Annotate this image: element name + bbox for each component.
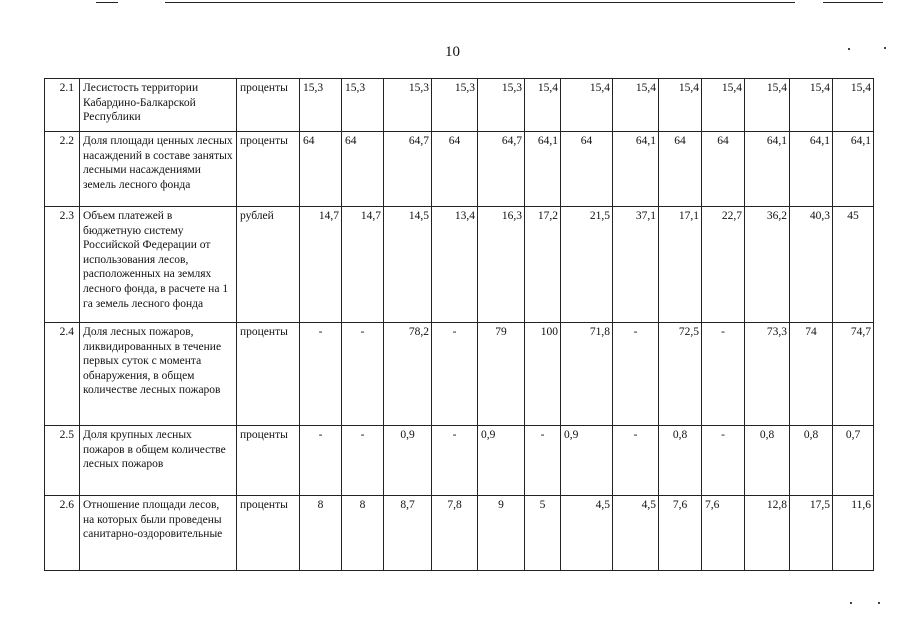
indicator-name: Отношение площади лесов, на которых были проведены санитарно-оздоровительные bbox=[80, 496, 237, 571]
value-cell: 64,1 bbox=[525, 132, 561, 207]
indicator-name: Доля лесных пожаров, ликвидированных в течение первых суток с момента обнаружения, в общем количестве лесных пожаров bbox=[80, 323, 237, 426]
value-cell: 74 bbox=[790, 323, 833, 426]
value-cell: 8,7 bbox=[384, 496, 432, 571]
value-cell: 0,8 bbox=[745, 426, 790, 496]
unit-of-measure: проценты bbox=[237, 323, 300, 426]
indicator-name: Доля крупных лесных пожаров в общем количестве лесных пожаров bbox=[80, 426, 237, 496]
value-cell: 64,7 bbox=[478, 132, 525, 207]
value-cell: - bbox=[613, 426, 659, 496]
value-cell: - bbox=[300, 323, 342, 426]
value-cell: 15,4 bbox=[525, 79, 561, 132]
value-cell: 15,3 bbox=[300, 79, 342, 132]
scan-speck bbox=[850, 602, 852, 604]
value-cell: 15,4 bbox=[613, 79, 659, 132]
value-cell: 7,6 bbox=[702, 496, 745, 571]
unit-of-measure: проценты bbox=[237, 496, 300, 571]
value-cell: 0,9 bbox=[384, 426, 432, 496]
scan-speck bbox=[878, 602, 880, 604]
value-cell: 64,7 bbox=[384, 132, 432, 207]
value-cell: - bbox=[702, 426, 745, 496]
indicator-name: Лесистость территории Кабардино-Балкарской Республики bbox=[80, 79, 237, 132]
value-cell: 14,7 bbox=[342, 207, 384, 323]
table-row bbox=[45, 207, 874, 323]
value-cell: 15,4 bbox=[659, 79, 702, 132]
page-number: 10 bbox=[445, 44, 460, 60]
value-cell: 15,3 bbox=[478, 79, 525, 132]
indicator-name: Объем платежей в бюджетную систему Российской Федерации от использования лесов, расположенных на землях лесного фонда, в расчете на 1 га земель лесного фонда bbox=[80, 207, 237, 323]
row-number: 2.4 bbox=[45, 323, 80, 426]
value-cell: 0,9 bbox=[561, 426, 613, 496]
value-cell: 7,8 bbox=[432, 496, 478, 571]
value-cell: 72,5 bbox=[659, 323, 702, 426]
value-cell: 45 bbox=[833, 207, 874, 323]
value-cell: - bbox=[300, 426, 342, 496]
value-cell: - bbox=[525, 426, 561, 496]
value-cell: 64 bbox=[342, 132, 384, 207]
value-cell: - bbox=[613, 323, 659, 426]
value-cell: 64 bbox=[702, 132, 745, 207]
value-cell: 64 bbox=[561, 132, 613, 207]
value-cell: 21,5 bbox=[561, 207, 613, 323]
value-cell: 0,9 bbox=[478, 426, 525, 496]
value-cell: 17,5 bbox=[790, 496, 833, 571]
value-cell: 14,7 bbox=[300, 207, 342, 323]
value-cell: 64 bbox=[432, 132, 478, 207]
value-cell: 17,1 bbox=[659, 207, 702, 323]
value-cell: 12,8 bbox=[745, 496, 790, 571]
value-cell: 40,3 bbox=[790, 207, 833, 323]
value-cell: 5 bbox=[525, 496, 561, 571]
value-cell: 0,8 bbox=[790, 426, 833, 496]
table-row bbox=[45, 323, 874, 426]
value-cell: - bbox=[432, 426, 478, 496]
value-cell: 15,4 bbox=[790, 79, 833, 132]
value-cell: 8 bbox=[342, 496, 384, 571]
top-rule-short bbox=[96, 2, 118, 3]
value-cell: 15,4 bbox=[561, 79, 613, 132]
table-row bbox=[45, 132, 874, 207]
top-rule-right bbox=[823, 2, 883, 3]
value-cell: 0,7 bbox=[833, 426, 874, 496]
value-cell: 14,5 bbox=[384, 207, 432, 323]
table-body bbox=[45, 79, 874, 571]
top-rule-long bbox=[165, 2, 795, 3]
value-cell: 73,3 bbox=[745, 323, 790, 426]
row-number: 2.2 bbox=[45, 132, 80, 207]
value-cell: - bbox=[342, 426, 384, 496]
unit-of-measure: проценты bbox=[237, 132, 300, 207]
table-row bbox=[45, 79, 874, 132]
value-cell: 64,1 bbox=[613, 132, 659, 207]
row-number: 2.1 bbox=[45, 79, 80, 132]
value-cell: 74,7 bbox=[833, 323, 874, 426]
row-number: 2.5 bbox=[45, 426, 80, 496]
value-cell: 64 bbox=[659, 132, 702, 207]
value-cell: 79 bbox=[478, 323, 525, 426]
indicators-table bbox=[44, 78, 874, 571]
value-cell: 15,3 bbox=[342, 79, 384, 132]
value-cell: 22,7 bbox=[702, 207, 745, 323]
value-cell: 36,2 bbox=[745, 207, 790, 323]
value-cell: 71,8 bbox=[561, 323, 613, 426]
indicator-name: Доля площади ценных лесных насаждений в составе занятых лесными насаждениями земель лесного фонда bbox=[80, 132, 237, 207]
unit-of-measure: проценты bbox=[237, 79, 300, 132]
row-number: 2.6 bbox=[45, 496, 80, 571]
value-cell: 64,1 bbox=[833, 132, 874, 207]
value-cell: 17,2 bbox=[525, 207, 561, 323]
table-row bbox=[45, 426, 874, 496]
value-cell: - bbox=[432, 323, 478, 426]
table-row bbox=[45, 496, 874, 571]
value-cell: 7,6 bbox=[659, 496, 702, 571]
value-cell: 37,1 bbox=[613, 207, 659, 323]
value-cell: 15,3 bbox=[384, 79, 432, 132]
value-cell: 15,4 bbox=[702, 79, 745, 132]
unit-of-measure: проценты bbox=[237, 426, 300, 496]
value-cell: 15,4 bbox=[833, 79, 874, 132]
value-cell: 9 bbox=[478, 496, 525, 571]
value-cell: 15,4 bbox=[745, 79, 790, 132]
value-cell: 8 bbox=[300, 496, 342, 571]
value-cell: - bbox=[702, 323, 745, 426]
value-cell: 4,5 bbox=[613, 496, 659, 571]
value-cell: 64,1 bbox=[790, 132, 833, 207]
value-cell: 4,5 bbox=[561, 496, 613, 571]
value-cell: - bbox=[342, 323, 384, 426]
value-cell: 64 bbox=[300, 132, 342, 207]
value-cell: 16,3 bbox=[478, 207, 525, 323]
value-cell: 11,6 bbox=[833, 496, 874, 571]
unit-of-measure: рублей bbox=[237, 207, 300, 323]
value-cell: 15,3 bbox=[432, 79, 478, 132]
row-number: 2.3 bbox=[45, 207, 80, 323]
value-cell: 100 bbox=[525, 323, 561, 426]
value-cell: 64,1 bbox=[745, 132, 790, 207]
value-cell: 78,2 bbox=[384, 323, 432, 426]
value-cell: 13,4 bbox=[432, 207, 478, 323]
value-cell: 0,8 bbox=[659, 426, 702, 496]
